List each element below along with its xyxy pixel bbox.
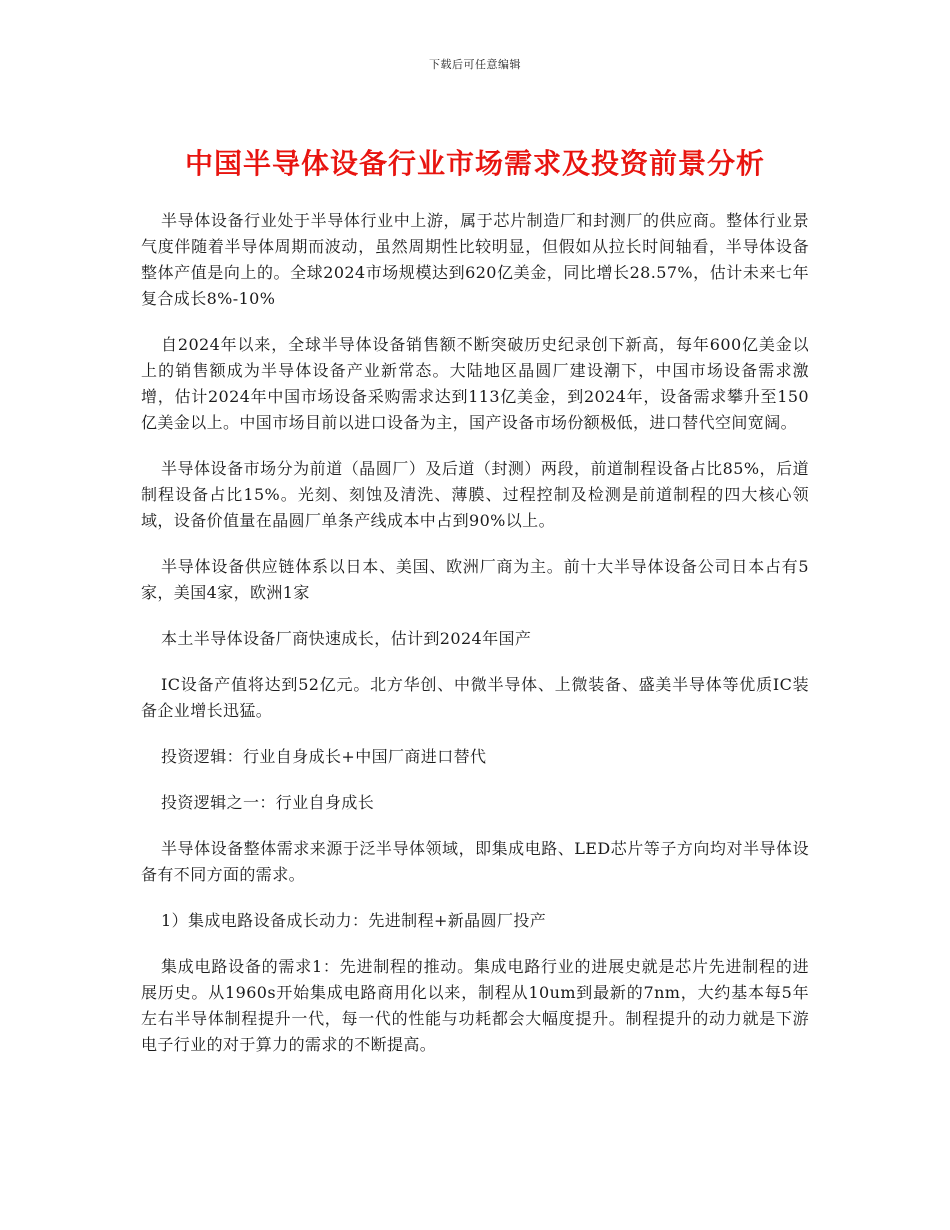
paragraph-8: 投资逻辑之一：行业自身成长	[161, 793, 375, 812]
document-title: 中国半导体设备行业市场需求及投资前景分析	[184, 147, 765, 180]
page-header-note: 下载后可任意编辑	[429, 58, 521, 71]
paragraph-11: 集成电路设备的需求1：先进制程的推动。集成电路行业的进展史就是芯片先进制程的进展历史。从1960s开始集成电路商用化以来，制程从10um到最新的7nm，大约基本每5年左右半导体制程提升一代，每一代的性能与功耗都会大幅度提升。制程提升的动力就是下游电子行业的对于算力的需求的不断提高。	[141, 957, 809, 1054]
paragraph-9: 半导体设备整体需求来源于泛半导体领域，即集成电路、LED芯片等子方向均对半导体设备有不同方面的需求。	[141, 839, 809, 884]
paragraph-10: 1）集成电路设备成长动力：先进制程+新晶圆厂投产	[161, 911, 547, 930]
paragraph-3: 半导体设备市场分为前道（晶圆厂）及后道（封测）两段，前道制程设备占比85%，后道制程设备占比15%。光刻、刻蚀及清洗、薄膜、过程控制及检测是前道制程的四大核心领域，设备价值量在晶圆厂单条产线成本中占到90%以上。	[141, 459, 809, 530]
paragraph-1: 半导体设备行业处于半导体行业中上游，属于芯片制造厂和封测厂的供应商。整体行业景气度伴随着半导体周期而波动，虽然周期性比较明显，但假如从拉长时间轴看，半导体设备整体产值是向上的。全球2024市场规模达到620亿美金，同比增长28.57%，估计未来七年复合成长8%-10%	[141, 211, 809, 308]
paragraph-2: 自2024年以来，全球半导体设备销售额不断突破历史纪录创下新高，每年600亿美金以上的销售额成为半导体设备产业新常态。大陆地区晶圆厂建设潮下，中国市场设备需求激增，估计2024年中国市场设备采购需求达到113亿美金，到2024年，设备需求攀升至150亿美金以上。中国市场目前以进口设备为主，国产设备市场份额极低，进口替代空间宽阔。	[141, 335, 809, 432]
paragraph-5: 本土半导体设备厂商快速成长，估计到2024年国产	[161, 629, 532, 648]
document-body	[141, 208, 809, 1078]
paragraph-7: 投资逻辑：行业自身成长+中国厂商进口替代	[161, 747, 487, 766]
paragraph-4: 半导体设备供应链体系以日本、美国、欧洲厂商为主。前十大半导体设备公司日本占有5家，美国4家，欧洲1家	[141, 557, 809, 602]
paragraph-6: IC设备产值将达到52亿元。北方华创、中微半导体、上微装备、盛美半导体等优质IC装备企业增长迅猛。	[141, 675, 809, 720]
